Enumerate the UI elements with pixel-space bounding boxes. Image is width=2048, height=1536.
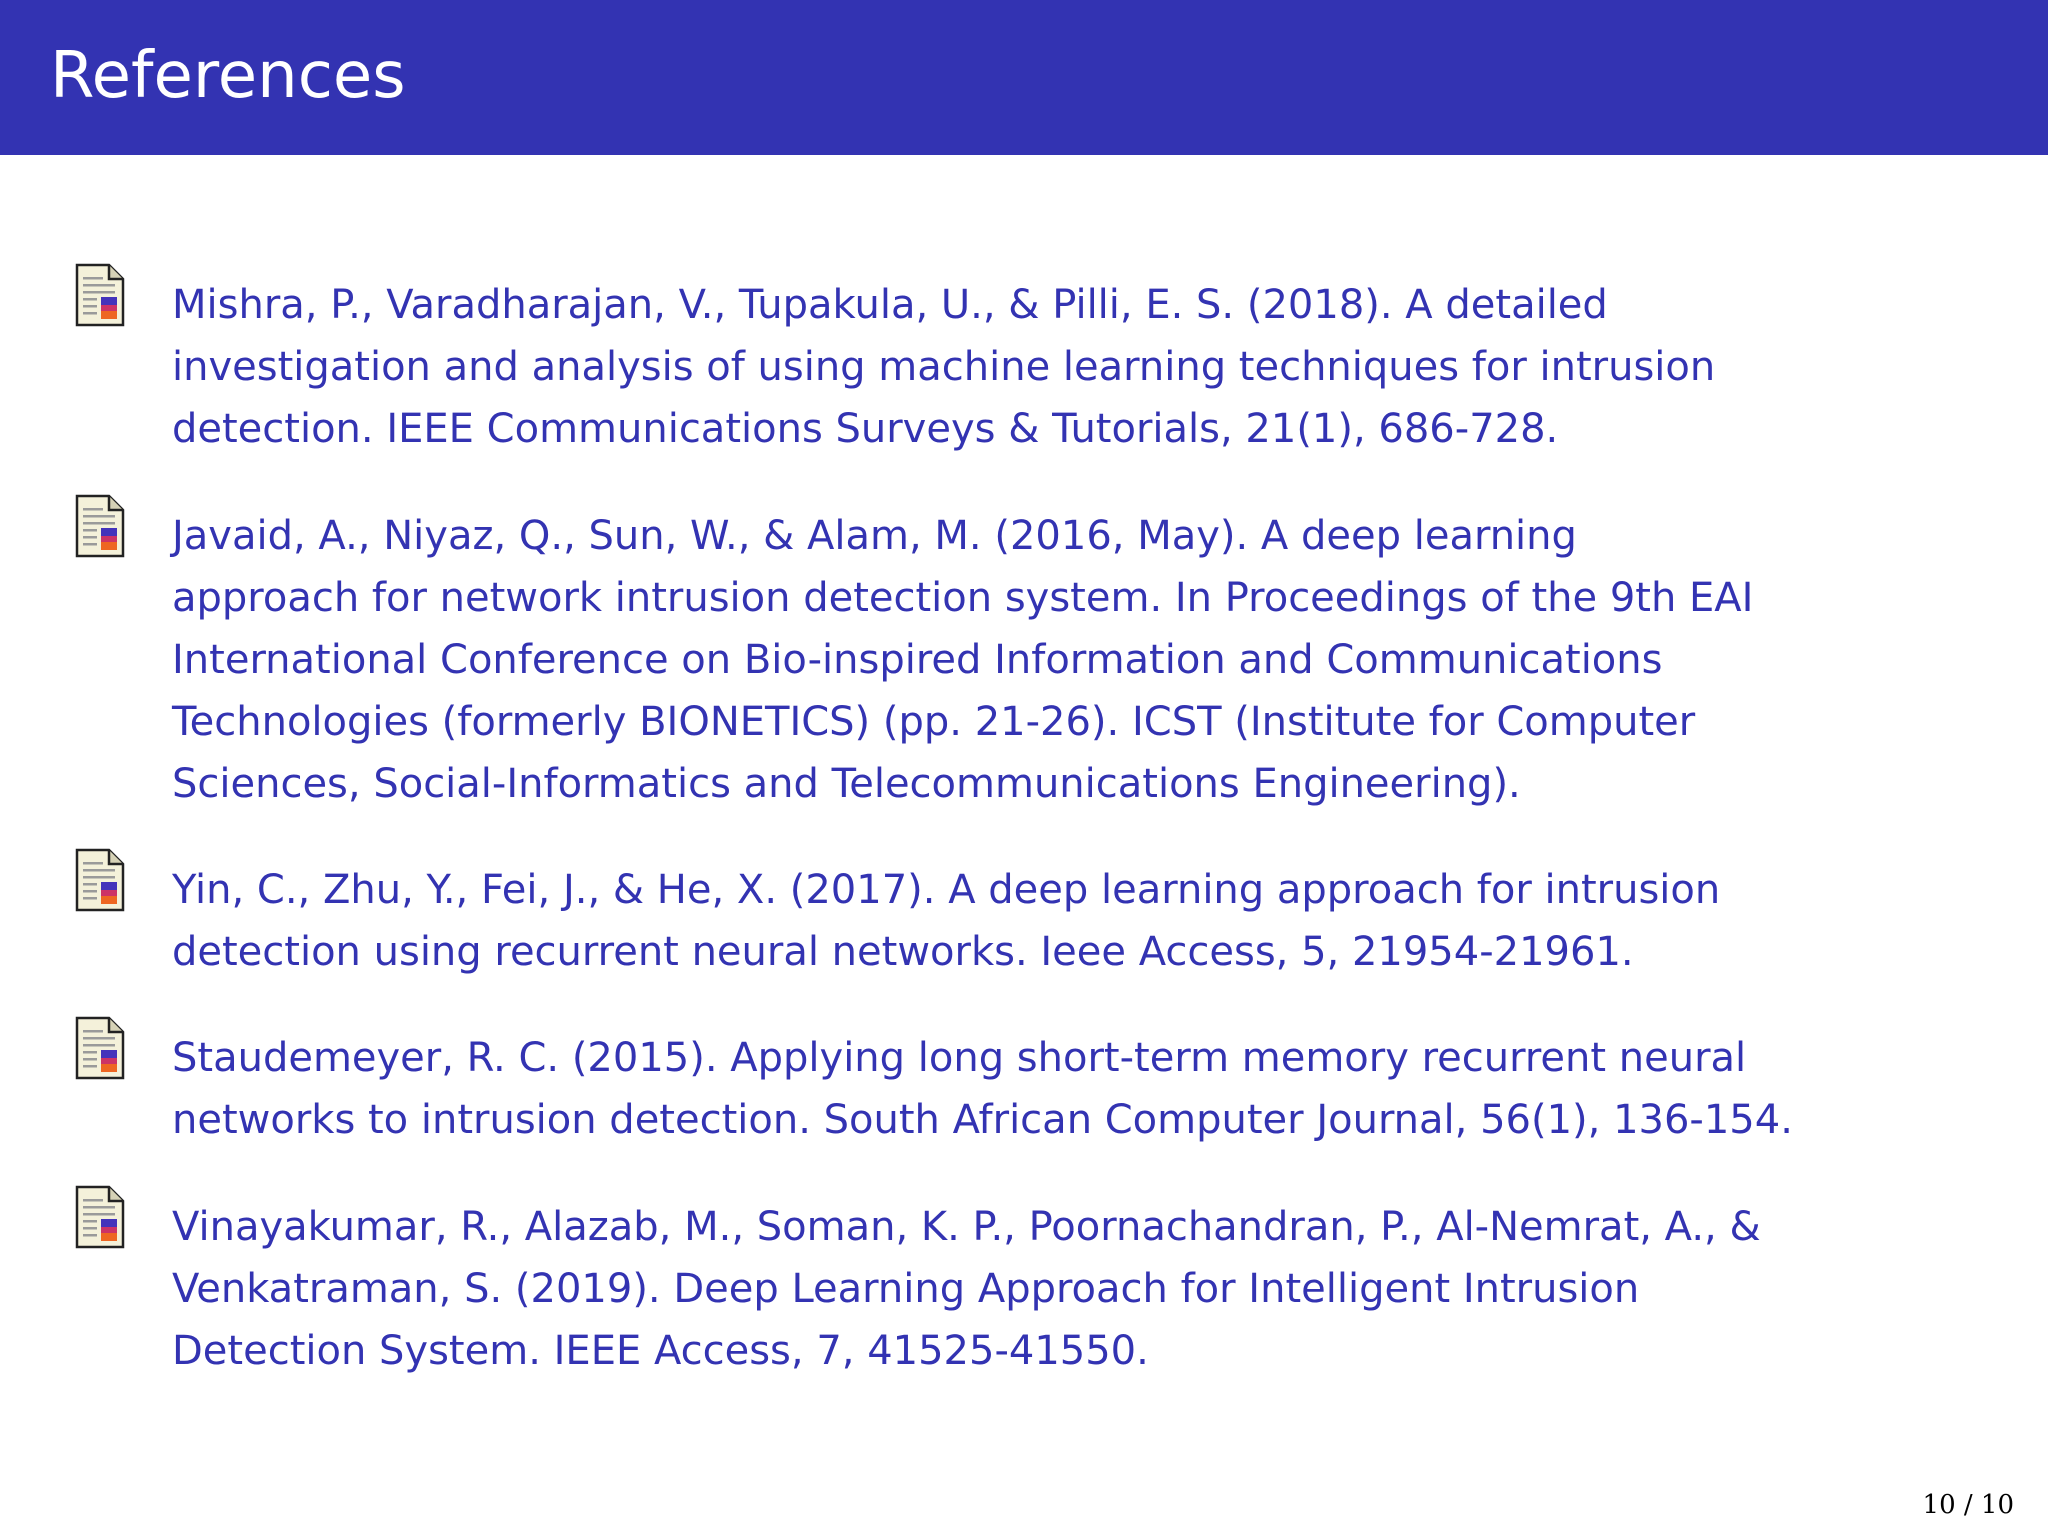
page-number: 10 / 10	[1922, 1490, 2014, 1520]
reference-text: Vinayakumar, R., Alazab, M., Soman, K. P., Poornachandran, P., Al-Nemrat, A., & Venkatraman, S. (2019). Deep Learning Approach for Intelligent Intrusion Detection System. IEEE Access, 7, 41525-41550.	[172, 1204, 1761, 1374]
article-icon	[75, 1185, 125, 1249]
article-icon	[75, 848, 125, 912]
article-icon	[75, 494, 125, 558]
slide-title: References	[50, 39, 406, 113]
reference-text: Staudemeyer, R. C. (2015). Applying long short-term memory recurrent neural networks to intrusion detection. South African Computer Journal, 56(1), 136-154.	[172, 1035, 1793, 1143]
reference-text: Mishra, P., Varadharajan, V., Tupakula, U., & Pilli, E. S. (2018). A detailed investigation and analysis of using machine learning techniques for intrusion detection. IEEE Communications Surveys & Tutorials, 21(1), 686-728.	[172, 282, 1716, 452]
article-icon	[75, 263, 125, 327]
article-icon	[75, 1016, 125, 1080]
reference-text: Javaid, A., Niyaz, Q., Sun, W., & Alam, M. (2016, May). A deep learning approach for network intrusion detection system. In Proceedings of the 9th EAI International Conference on Bio-inspired Information and Communications Technologies (formerly BIONETICS) (pp. 21-26). ICST (Institute for Computer Sciences, Social-Informatics and Telecommunications Engineering).	[172, 513, 1754, 807]
reference-text: Yin, C., Zhu, Y., Fei, J., & He, X. (2017). A deep learning approach for intrusion detection using recurrent neural networks. Ieee Access, 5, 21954-21961.	[172, 867, 1721, 975]
